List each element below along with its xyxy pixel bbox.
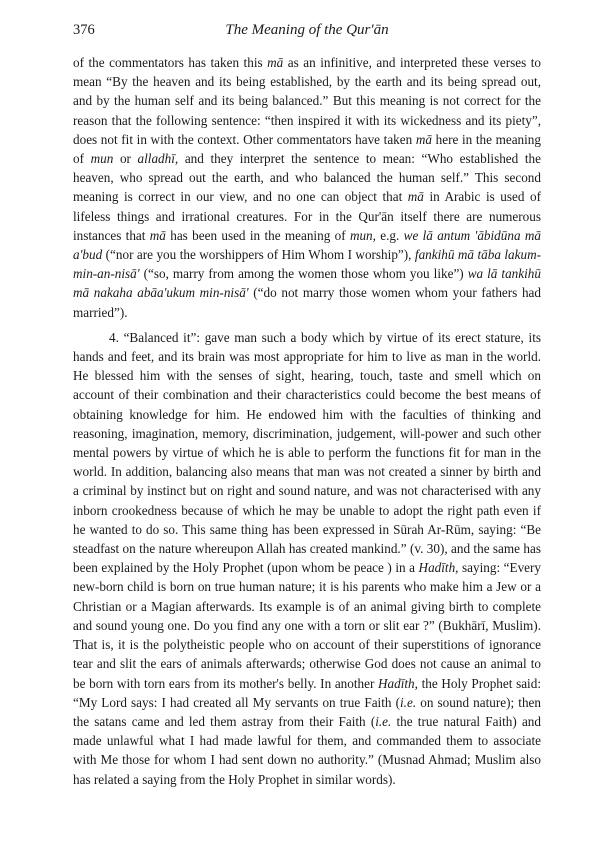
- text-run: (“nor are you the worshippers of Him Whom I worship”),: [102, 247, 415, 263]
- text-run: of the commentators has taken this: [73, 55, 268, 70]
- italic-term: Hadīth,: [418, 560, 459, 576]
- italic-term: mun: [90, 151, 114, 167]
- page-number: 376: [73, 22, 95, 38]
- text-run: (“do not marry those women whom your fathers had married”).: [73, 285, 541, 320]
- italic-term: mā: [415, 131, 432, 147]
- italic-term: fankihū mā tāba lakum-min-an-nisā': [73, 247, 541, 282]
- italic-term: wa lā tankihū mā nakaha abāa'ukum min-nisā': [73, 266, 541, 301]
- running-title: The Meaning of the Qur'ān: [225, 22, 389, 38]
- text-run: has been used in the meaning of: [165, 227, 350, 243]
- body-text: [73, 53, 541, 789]
- text-run: or: [113, 151, 138, 167]
- paragraph-note-4: [73, 328, 541, 789]
- text-run: 4. “Balanced it”: gave man such a body which by virtue of its erect stature, its hands and feet, and its brain was most appropriate for him to live as man in the world. He blessed him with the senses of sight, hearing, touch, taste and smell which on account of their combination and their characteristics could become the best means of obtaining knowledge for him. He endowed him with the faculties of thinking and reasoning, imagination, memory, discrimination, judgement, will-power and such other mental powers by virtue of which he is able to perform the functions fit for man in the world. In addition, balancing also means that man was not created a sinner by birth and a criminal by instinct but on right and sound nature, and was not characterised with any inborn crookedness because of which he may be unable to adopt the right path even if he wanted to do so. This same thing has been expressed in Sūrah Ar-Rūm, saying: “Be steadfast on the nature whereupon Allah has created mankind.” (v. 30), and the same has been explained by the Holy Prophet (upon whom be peace ) in a: [73, 329, 541, 576]
- italic-term: Hadīth,: [378, 675, 418, 691]
- text-run: and they interpret the sentence to mean: “Who established the heaven, who spread out the earth, and who balanced the human self.” This second meaning is correct in our view, and no one can object that: [73, 151, 541, 205]
- text-run: e.g.: [375, 227, 404, 243]
- italic-term: i.e.: [375, 713, 392, 729]
- italic-term: mā: [407, 189, 424, 205]
- italic-term: i.e.: [400, 694, 417, 710]
- italic-term: mā: [149, 227, 166, 243]
- text-run: (“so, marry from among the women those whom you like”): [139, 266, 468, 282]
- italic-term: alladhī,: [137, 151, 179, 167]
- italic-term: mun,: [349, 227, 376, 243]
- page-header: [73, 22, 541, 44]
- text-run: saying: “Every new-born child is born on true human nature; it is his parents who make him a Jew or a Christian or a Magian afterwards. Its example is of an animal giving birth to complete and sound young one. Do you find any one with a torn or slit ear ?” (Bukhārī, Muslim). That is, it is the polytheistic people who on account of their superstitions of ignorance tear and slit the ears of animals afterwards; otherwise God does not cause an animal to be born with torn ears from its mother's belly. In another: [73, 560, 541, 691]
- text-run: the Holy Prophet said: “My Lord says: I had created all My servants on true Faith (: [73, 675, 541, 710]
- text-run: as an infinitive, and interpreted these verses to mean “By the heaven and its being established, by the earth and its being spread out, and by the human self and its being balanced.” But this meaning is not correct for the reason that the following sentence: “then inspired it with its wickedness and its piety”, does not fit in with the context. Other commentators have taken: [73, 55, 541, 147]
- text-run: on sound nature); then the satans came and led them astray from their Faith (: [73, 694, 541, 729]
- italic-term: we lā antum 'ābidūna mā a'bud: [73, 227, 542, 263]
- italic-term: mā: [267, 55, 284, 70]
- text-run: in Arabic is used of lifeless things and irrational creatures. For in the Qur'ān itself there are numerous instances that: [73, 189, 541, 243]
- paragraph-continuation: [73, 53, 541, 322]
- text-run: here in the meaning of: [73, 131, 541, 167]
- text-run: the true natural Faith) and made unlawful what I had made lawful for them, and commanded them to associate with Me those for whom I had sent down no authority.” (Musnad Ahmad; Muslim also has related a saying from the Holy Prophet in similar words).: [73, 713, 541, 787]
